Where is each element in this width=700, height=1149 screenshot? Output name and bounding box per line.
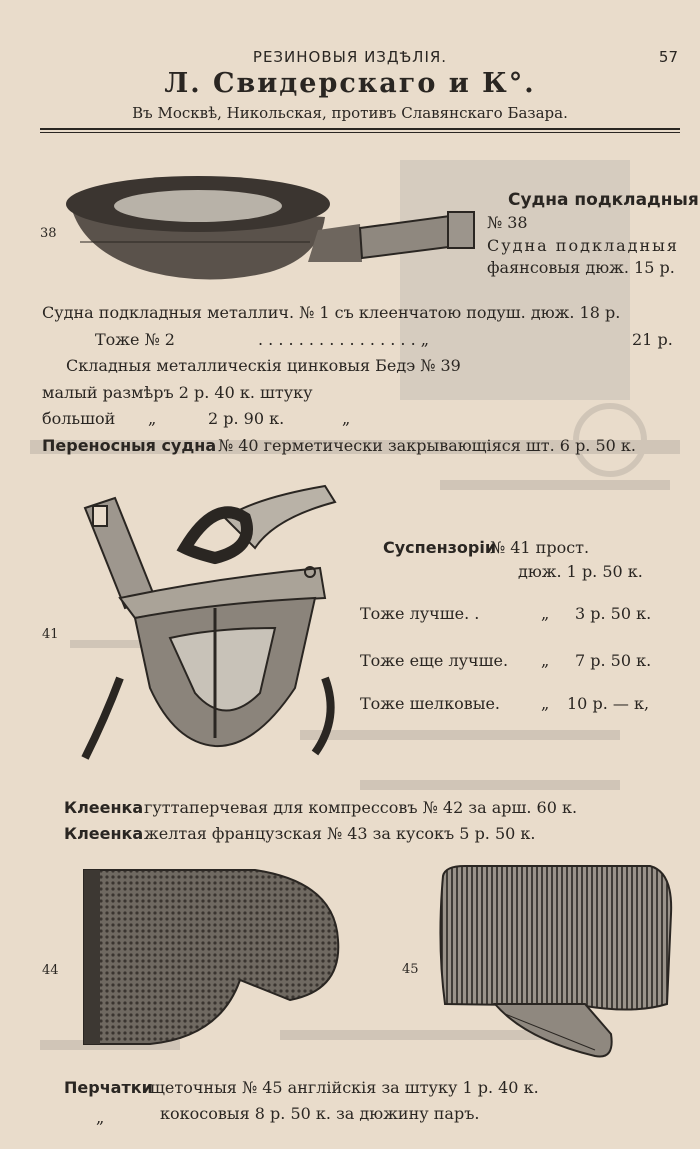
bidet-large-price: 2 р. 90 к.	[208, 409, 285, 428]
bidet-small-size-line: малый размѣръ 2 р. 40 к. штуку	[42, 383, 313, 402]
gloves-ditto-mark: „	[96, 1108, 105, 1127]
suspensory-silk-ditto: „	[541, 694, 550, 713]
bedpan-desc-line-2: фаянсовыя дюж. 15 р.	[487, 258, 675, 277]
gloves-coconut-line: кокосовыя 8 р. 50 к. за дюжину паръ.	[160, 1104, 480, 1123]
suspensory-basic-price: дюж. 1 р. 50 к.	[518, 562, 643, 581]
metal-bedpan-no2-leader: . . . . . . . . . . . . . . . . „	[258, 330, 430, 349]
gloves-brush-line: щеточныя № 45 англійскія за штуку 1 р. 40 к.	[150, 1078, 539, 1097]
metal-bedpan-no2-label: Тоже № 2	[95, 330, 175, 349]
suspensory-title: Суспензоріи	[383, 538, 497, 557]
portable-bedpan-description: № 40 герметически закрывающіяся шт. 6 р. 50 к.	[218, 436, 637, 455]
suspensory-better-label: Тоже лучше. .	[360, 604, 480, 623]
item-number-44: 44	[42, 963, 59, 978]
bedpan-model-number: № 38	[487, 213, 528, 232]
suspensory-even-better-label: Тоже еще лучше.	[360, 651, 509, 670]
portable-bedpan-label: Переносныя судна	[42, 436, 217, 455]
suspensory-silk-price: 10 р. — к,	[567, 694, 650, 713]
bidet-large-ditto-mark-2: „	[342, 409, 351, 428]
oilcloth-gutta-percha-line: гуттаперчевая для компрессовъ № 42 за арш. 60 к.	[144, 798, 578, 817]
suspensory-silk-label: Тоже шелковые.	[360, 694, 501, 713]
item-number-41: 41	[42, 627, 59, 642]
metal-bedpan-line: Судна подкладныя металлич. № 1 съ клеенчатою подуш. дюж. 18 р.	[42, 303, 621, 322]
header-rule-thick	[40, 128, 680, 130]
bidet-large-ditto-mark: „	[148, 409, 157, 428]
oilcloth-french-line: желтая французская № 43 за кусокъ 5 р. 50 к.	[144, 824, 536, 843]
suspensory-title-detail: № 41 прост.	[490, 538, 590, 557]
item-number-45: 45	[402, 962, 419, 977]
suspensory-even-better-price: 7 р. 50 к.	[575, 651, 652, 670]
bedpan-desc-line-1: Судна подкладныя	[487, 236, 679, 255]
suspensory-illustration	[75, 478, 345, 768]
suspensory-even-better-ditto: „	[541, 651, 550, 670]
mitten-44-illustration	[80, 862, 350, 1052]
bedpan-illustration	[60, 172, 480, 292]
header-rule-thin	[40, 132, 680, 133]
bedpan-title: Судна подкладныя	[508, 190, 699, 210]
bidet-large-size-label: большой	[42, 409, 116, 428]
firm-address: Въ Москвѣ, Никольская, противъ Славянскаго Базара.	[132, 104, 568, 122]
oilcloth-label-1: Клеенка	[64, 798, 144, 817]
page-number: 57	[658, 48, 678, 66]
item-number-38: 38	[40, 226, 57, 241]
catalog-section-heading: РЕЗИНОВЫЯ ИЗДѢЛІЯ.	[252, 48, 448, 66]
gloves-label: Перчатки	[64, 1078, 153, 1097]
suspensory-better-ditto: „	[541, 604, 550, 623]
metal-bedpan-no2-price: 21 р.	[632, 330, 673, 349]
suspensory-better-price: 3 р. 50 к.	[575, 604, 652, 623]
folding-bidet-line: Складныя металлическія цинковыя Бедэ № 39	[66, 356, 461, 375]
oilcloth-label-2: Клеенка	[64, 824, 144, 843]
firm-name: Л. Свидерскаго и К°.	[164, 68, 536, 99]
mitten-45-illustration	[435, 864, 680, 1064]
